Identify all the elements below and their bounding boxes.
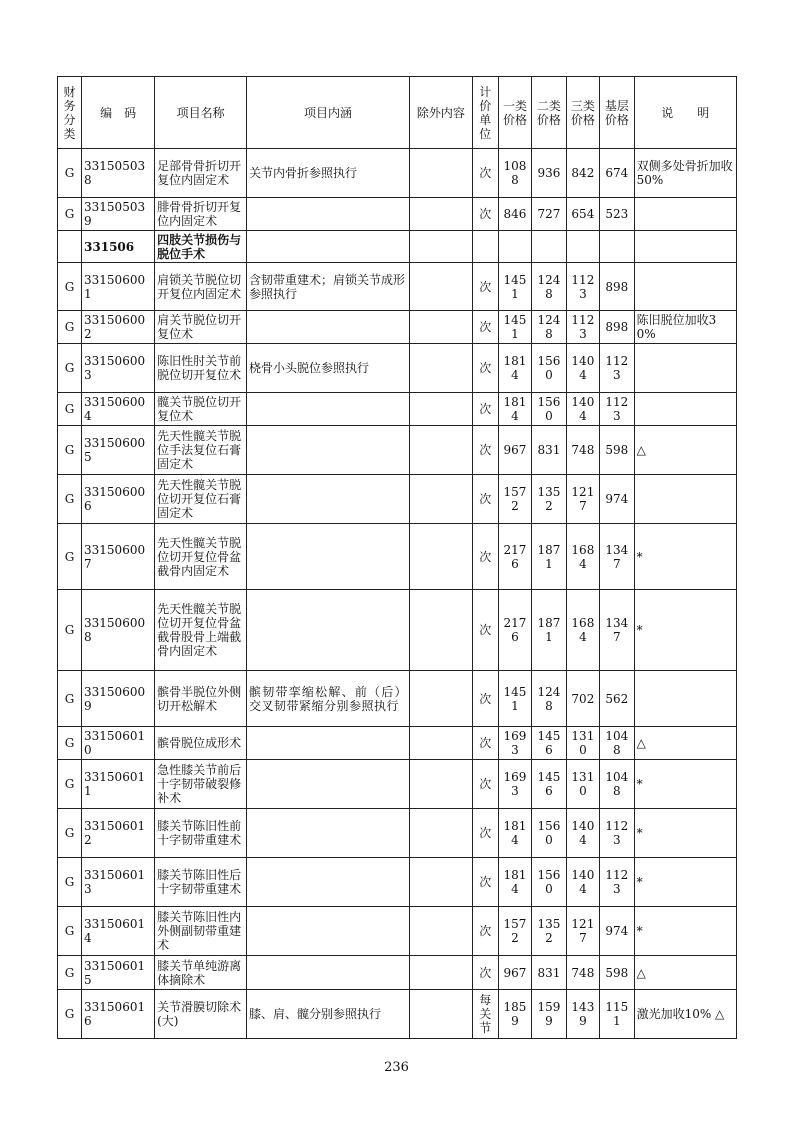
unit-cell: 次	[472, 475, 498, 524]
code-cell: 331506	[82, 231, 155, 263]
price-2-cell: 1456	[532, 760, 566, 809]
price-2-cell: 1560	[532, 393, 566, 426]
price-base-cell: 898	[600, 263, 634, 311]
code-cell: 331506012	[82, 809, 155, 858]
note-cell	[634, 475, 736, 524]
price-3-cell: 842	[566, 149, 599, 198]
price-2-cell: 1560	[532, 809, 566, 858]
price-3-cell: 654	[566, 198, 599, 231]
category-cell: G	[58, 760, 82, 809]
unit-cell: 次	[472, 311, 498, 344]
exclusion-cell	[410, 393, 473, 426]
price-base-cell: 1347	[600, 524, 634, 590]
header-exclusion: 除外内容	[410, 77, 473, 149]
exclusion-cell	[410, 990, 473, 1039]
code-cell: 331506010	[82, 727, 155, 760]
price-1-cell: 2176	[498, 590, 531, 671]
code-cell: 331506008	[82, 590, 155, 671]
name-cell: 足部骨骨折切开复位内固定术	[155, 149, 247, 198]
name-cell: 先天性髋关节脱位手法复位石膏固定术	[155, 426, 247, 475]
code-cell: 331506006	[82, 475, 155, 524]
price-3-cell	[566, 231, 599, 263]
price-base-cell: 1048	[600, 760, 634, 809]
content-cell	[247, 956, 410, 990]
price-1-cell	[498, 231, 531, 263]
table-row	[58, 590, 737, 671]
category-cell: G	[58, 393, 82, 426]
price-2-cell: 1871	[532, 524, 566, 590]
table-row	[58, 198, 737, 231]
price-base-cell: 1123	[600, 344, 634, 393]
table-row	[58, 393, 737, 426]
price-1-cell: 1814	[498, 393, 531, 426]
name-cell: 先天性髋关节脱位切开复位骨盆截骨股骨上端截骨内固定术	[155, 590, 247, 671]
category-cell: G	[58, 727, 82, 760]
price-1-cell: 1572	[498, 907, 531, 956]
price-3-cell: 1310	[566, 727, 599, 760]
unit-cell: 次	[472, 149, 498, 198]
note-cell	[634, 671, 736, 727]
unit-cell: 次	[472, 760, 498, 809]
unit-cell: 次	[472, 393, 498, 426]
price-base-cell: 1347	[600, 590, 634, 671]
category-cell: G	[58, 311, 82, 344]
price-3-cell: 1684	[566, 524, 599, 590]
price-3-cell: 702	[566, 671, 599, 727]
table-row	[58, 956, 737, 990]
category-cell: G	[58, 198, 82, 231]
category-cell: G	[58, 990, 82, 1039]
price-base-cell: 1151	[600, 990, 634, 1039]
content-cell	[247, 760, 410, 809]
price-base-cell: 598	[600, 956, 634, 990]
price-2-cell: 1248	[532, 311, 566, 344]
content-cell	[247, 198, 410, 231]
unit-cell: 次	[472, 344, 498, 393]
table-row	[58, 990, 737, 1039]
code-cell: 331506003	[82, 344, 155, 393]
unit-cell: 次	[472, 426, 498, 475]
unit-cell: 次	[472, 858, 498, 907]
name-cell: 髌骨半脱位外侧切开松解术	[155, 671, 247, 727]
header-price-2: 二类价格	[532, 77, 566, 149]
content-cell	[247, 393, 410, 426]
exclusion-cell	[410, 858, 473, 907]
price-2-cell: 1248	[532, 263, 566, 311]
exclusion-cell	[410, 727, 473, 760]
note-cell: *	[634, 760, 736, 809]
name-cell: 膝关节单纯游离体摘除术	[155, 956, 247, 990]
header-unit: 计价单位	[472, 77, 498, 149]
table-row	[58, 858, 737, 907]
code-cell: 331506002	[82, 311, 155, 344]
category-cell: G	[58, 809, 82, 858]
note-cell: *	[634, 524, 736, 590]
exclusion-cell	[410, 198, 473, 231]
price-2-cell: 936	[532, 149, 566, 198]
table-row	[58, 311, 737, 344]
price-base-cell: 1048	[600, 727, 634, 760]
content-cell	[247, 858, 410, 907]
name-cell: 膝关节陈旧性前十字韧带重建术	[155, 809, 247, 858]
table-row	[58, 907, 737, 956]
price-1-cell: 1693	[498, 727, 531, 760]
table-row	[58, 671, 737, 727]
price-base-cell	[600, 231, 634, 263]
code-cell: 331505038	[82, 149, 155, 198]
price-1-cell: 967	[498, 956, 531, 990]
price-3-cell: 1404	[566, 809, 599, 858]
unit-cell: 次	[472, 590, 498, 671]
price-3-cell: 1217	[566, 907, 599, 956]
price-3-cell: 748	[566, 956, 599, 990]
price-2-cell: 1248	[532, 671, 566, 727]
content-cell	[247, 231, 410, 263]
unit-cell: 次	[472, 727, 498, 760]
content-cell	[247, 311, 410, 344]
category-cell: G	[58, 149, 82, 198]
note-cell: *	[634, 590, 736, 671]
price-3-cell: 1123	[566, 263, 599, 311]
note-cell: 陈旧脱位加收30%	[634, 311, 736, 344]
table-row	[58, 727, 737, 760]
price-3-cell: 1439	[566, 990, 599, 1039]
price-2-cell: 1560	[532, 344, 566, 393]
table-body	[58, 149, 737, 1039]
code-cell: 331506015	[82, 956, 155, 990]
note-cell: △	[634, 956, 736, 990]
header-row	[58, 77, 737, 149]
content-cell: 膝、肩、髋分别参照执行	[247, 990, 410, 1039]
note-cell	[634, 231, 736, 263]
code-cell: 331506009	[82, 671, 155, 727]
section-row	[58, 231, 737, 263]
note-cell	[634, 344, 736, 393]
code-cell: 331506013	[82, 858, 155, 907]
price-base-cell: 1123	[600, 393, 634, 426]
header-content: 项目内涵	[247, 77, 410, 149]
content-cell	[247, 426, 410, 475]
note-cell	[634, 263, 736, 311]
note-cell: △	[634, 727, 736, 760]
price-2-cell: 1456	[532, 727, 566, 760]
content-cell	[247, 727, 410, 760]
note-cell: 激光加收10% △	[634, 990, 736, 1039]
note-cell: 双侧多处骨折加收50%	[634, 149, 736, 198]
table-row	[58, 809, 737, 858]
price-base-cell: 562	[600, 671, 634, 727]
exclusion-cell	[410, 524, 473, 590]
page-number: 236	[384, 1060, 409, 1075]
note-cell: *	[634, 907, 736, 956]
table-row	[58, 263, 737, 311]
unit-cell: 次	[472, 671, 498, 727]
price-1-cell: 1451	[498, 263, 531, 311]
content-cell	[247, 524, 410, 590]
price-1-cell: 2176	[498, 524, 531, 590]
name-cell: 肩关节脱位切开复位术	[155, 311, 247, 344]
exclusion-cell	[410, 671, 473, 727]
price-1-cell: 1088	[498, 149, 531, 198]
price-1-cell: 1859	[498, 990, 531, 1039]
exclusion-cell	[410, 263, 473, 311]
header-category: 财务分类	[58, 77, 82, 149]
price-1-cell: 846	[498, 198, 531, 231]
price-1-cell: 1814	[498, 809, 531, 858]
price-2-cell: 1352	[532, 475, 566, 524]
price-1-cell: 967	[498, 426, 531, 475]
content-cell: 桡骨小头脱位参照执行	[247, 344, 410, 393]
table-row	[58, 475, 737, 524]
name-cell: 肩锁关节脱位切开复位内固定术	[155, 263, 247, 311]
price-base-cell: 674	[600, 149, 634, 198]
category-cell: G	[58, 671, 82, 727]
category-cell: G	[58, 263, 82, 311]
price-base-cell: 974	[600, 475, 634, 524]
category-cell: G	[58, 426, 82, 475]
header-price-base: 基层价格	[600, 77, 634, 149]
unit-cell: 次	[472, 809, 498, 858]
exclusion-cell	[410, 809, 473, 858]
price-1-cell: 1451	[498, 311, 531, 344]
code-cell: 331506014	[82, 907, 155, 956]
code-cell: 331506004	[82, 393, 155, 426]
price-2-cell: 1560	[532, 858, 566, 907]
name-cell: 膝关节陈旧性内外侧副韧带重建术	[155, 907, 247, 956]
exclusion-cell	[410, 590, 473, 671]
price-2-cell: 1352	[532, 907, 566, 956]
note-cell	[634, 198, 736, 231]
unit-cell: 次	[472, 907, 498, 956]
price-2-cell: 1871	[532, 590, 566, 671]
unit-cell: 次	[472, 198, 498, 231]
exclusion-cell	[410, 344, 473, 393]
category-cell: G	[58, 858, 82, 907]
table-row	[58, 426, 737, 475]
exclusion-cell	[410, 149, 473, 198]
name-cell: 髌骨脱位成形术	[155, 727, 247, 760]
price-2-cell: 1599	[532, 990, 566, 1039]
name-cell: 膝关节陈旧性后十字韧带重建术	[155, 858, 247, 907]
name-cell: 急性膝关节前后十字韧带破裂修补术	[155, 760, 247, 809]
exclusion-cell	[410, 426, 473, 475]
unit-cell: 次	[472, 524, 498, 590]
table-row	[58, 524, 737, 590]
category-cell: G	[58, 956, 82, 990]
price-1-cell: 1693	[498, 760, 531, 809]
unit-cell: 次	[472, 956, 498, 990]
content-cell: 含韧带重建术；肩锁关节成形参照执行	[247, 263, 410, 311]
price-3-cell: 748	[566, 426, 599, 475]
price-base-cell: 898	[600, 311, 634, 344]
price-3-cell: 1404	[566, 344, 599, 393]
header-note: 说 明	[634, 77, 736, 149]
code-cell: 331505039	[82, 198, 155, 231]
content-cell	[247, 590, 410, 671]
price-2-cell	[532, 231, 566, 263]
price-3-cell: 1404	[566, 393, 599, 426]
price-3-cell: 1217	[566, 475, 599, 524]
price-2-cell: 831	[532, 956, 566, 990]
name-cell: 四肢关节损伤与脱位手术	[155, 231, 247, 263]
price-2-cell: 831	[532, 426, 566, 475]
exclusion-cell	[410, 231, 473, 263]
price-base-cell: 523	[600, 198, 634, 231]
category-cell: G	[58, 344, 82, 393]
exclusion-cell	[410, 907, 473, 956]
price-3-cell: 1684	[566, 590, 599, 671]
price-base-cell: 974	[600, 907, 634, 956]
price-base-cell: 598	[600, 426, 634, 475]
header-code: 编 码	[82, 77, 155, 149]
category-cell: G	[58, 524, 82, 590]
note-cell: *	[634, 809, 736, 858]
price-3-cell: 1404	[566, 858, 599, 907]
note-cell	[634, 393, 736, 426]
price-2-cell: 727	[532, 198, 566, 231]
price-1-cell: 1572	[498, 475, 531, 524]
price-3-cell: 1123	[566, 311, 599, 344]
note-cell: *	[634, 858, 736, 907]
price-base-cell: 1123	[600, 858, 634, 907]
code-cell: 331506001	[82, 263, 155, 311]
header-price-1: 一类价格	[498, 77, 531, 149]
code-cell: 331506007	[82, 524, 155, 590]
category-cell: G	[58, 590, 82, 671]
content-cell: 关节内骨折参照执行	[247, 149, 410, 198]
header-price-3: 三类价格	[566, 77, 599, 149]
unit-cell: 每关节	[472, 990, 498, 1039]
table-row	[58, 344, 737, 393]
category-cell	[58, 231, 82, 263]
name-cell: 先天性髋关节脱位切开复位石膏固定术	[155, 475, 247, 524]
price-base-cell: 1123	[600, 809, 634, 858]
table-row	[58, 760, 737, 809]
code-cell: 331506016	[82, 990, 155, 1039]
name-cell: 先天性髋关节脱位切开复位骨盆截骨内固定术	[155, 524, 247, 590]
category-cell: G	[58, 475, 82, 524]
code-cell: 331506005	[82, 426, 155, 475]
content-cell	[247, 809, 410, 858]
unit-cell	[472, 231, 498, 263]
exclusion-cell	[410, 311, 473, 344]
name-cell: 髋关节脱位切开复位术	[155, 393, 247, 426]
code-cell: 331506011	[82, 760, 155, 809]
exclusion-cell	[410, 475, 473, 524]
name-cell: 关节滑膜切除术(大)	[155, 990, 247, 1039]
price-1-cell: 1814	[498, 858, 531, 907]
content-cell	[247, 475, 410, 524]
price-table	[57, 76, 737, 1039]
content-cell: 髌韧带挛缩松解、前（后）交叉韧带紧缩分别参照执行	[247, 671, 410, 727]
header-name: 项目名称	[155, 77, 247, 149]
name-cell: 腓骨骨折切开复位内固定术	[155, 198, 247, 231]
price-3-cell: 1310	[566, 760, 599, 809]
exclusion-cell	[410, 760, 473, 809]
note-cell: △	[634, 426, 736, 475]
content-cell	[247, 907, 410, 956]
price-1-cell: 1451	[498, 671, 531, 727]
category-cell: G	[58, 907, 82, 956]
price-1-cell: 1814	[498, 344, 531, 393]
name-cell: 陈旧性肘关节前脱位切开复位术	[155, 344, 247, 393]
table-row	[58, 149, 737, 198]
unit-cell: 次	[472, 263, 498, 311]
exclusion-cell	[410, 956, 473, 990]
